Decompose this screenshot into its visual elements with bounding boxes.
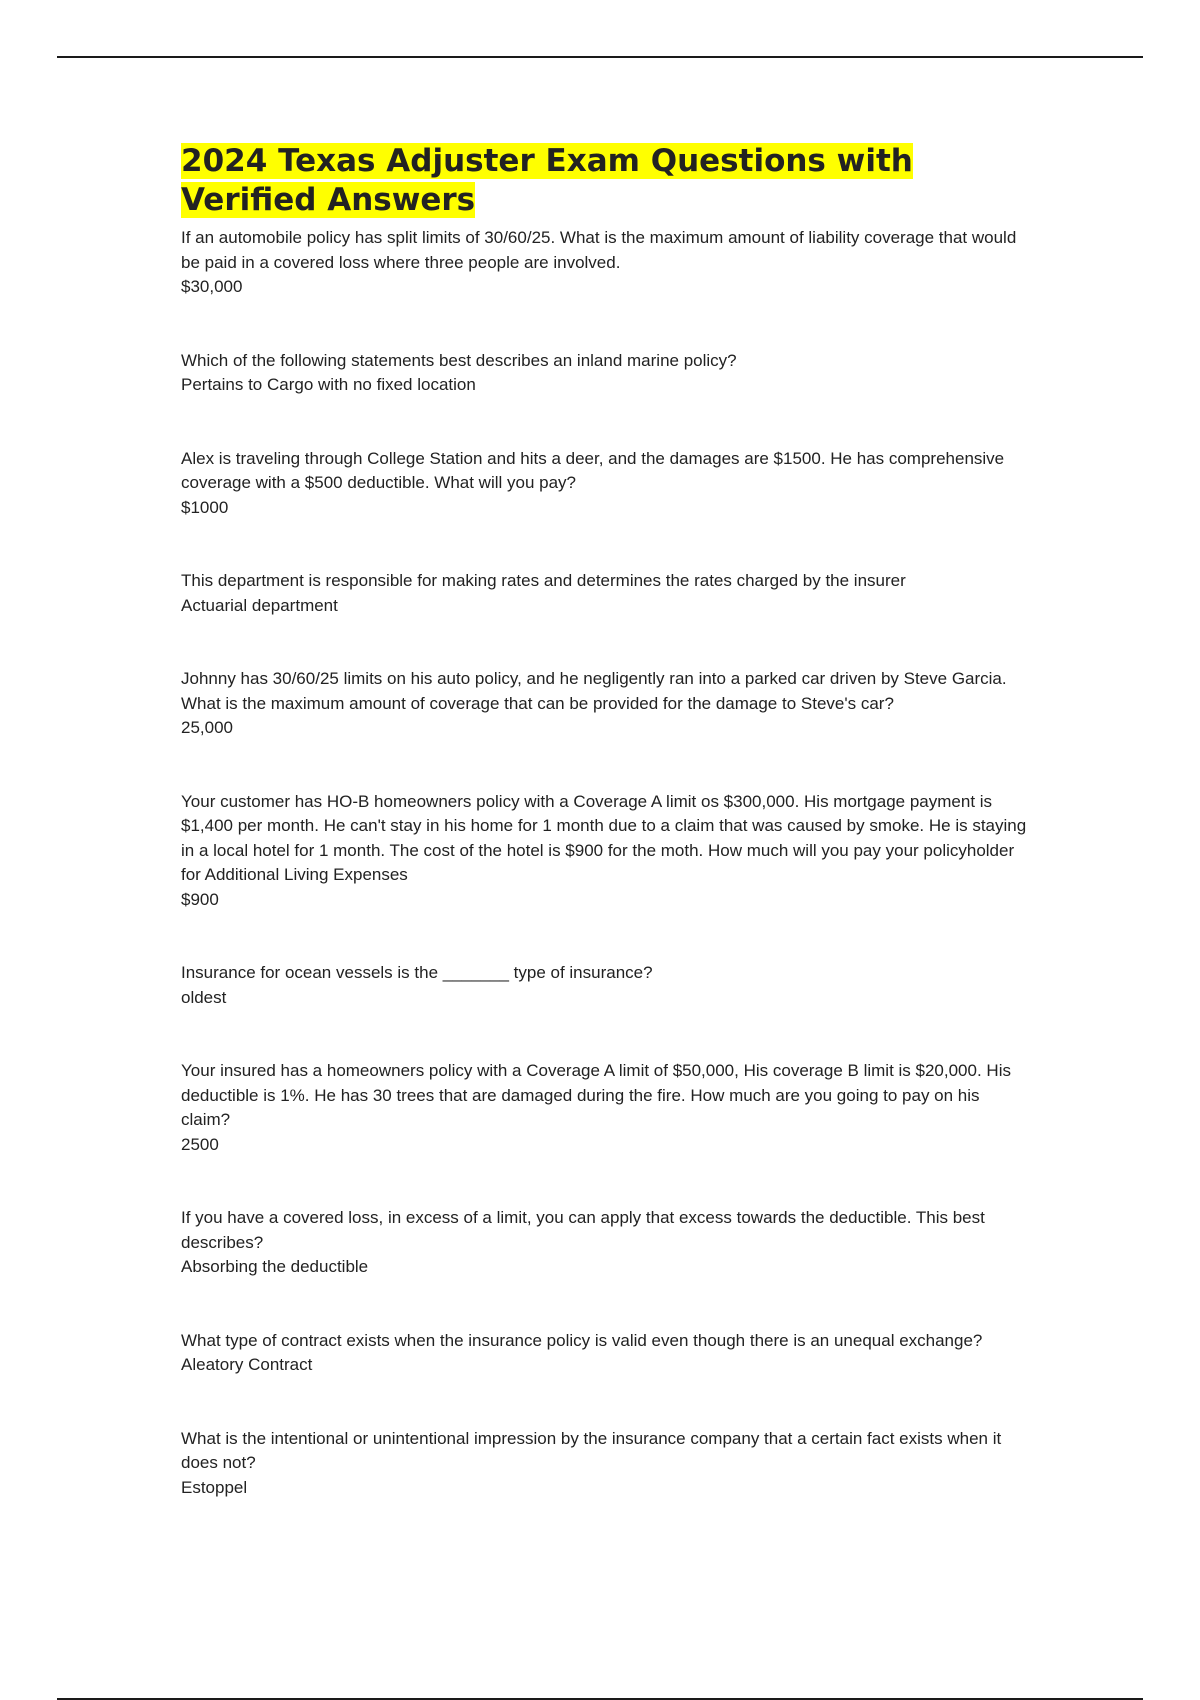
question-text: What type of contract exists when the insurance policy is valid even though there is an unequal exchange? [181,1330,983,1350]
qa-item [181,1059,1031,1157]
qa-item [181,961,1031,1010]
answer-text: 2500 [181,1134,219,1154]
document-body [181,142,1031,1500]
answer-text: Pertains to Cargo with no fixed location [181,375,476,394]
qa-item [181,447,1031,521]
top-rule [57,56,1143,58]
question-text: Your insured has a homeowners policy with a Coverage A limit of $50,000, His coverage B limit is $20,000. His deductible is 1%. He has 30 trees that are damaged during the fire. How much are you going to pay on his claim? [181,1061,1011,1129]
question-text: Johnny has 30/60/25 limits on his auto policy, and he negligently ran into a parked car driven by Steve Garcia. What is the maximum amount of coverage that can be provided for the damage to Steve's car? [181,669,1007,713]
answer-text: Aleatory Contract [181,1355,313,1374]
question-text: Alex is traveling through College Station and hits a deer, and the damages are $1500. He has comprehensive coverage with a $500 deductible. What will you pay? [181,448,1005,492]
answer-text: 25,000 [181,718,233,737]
question-text: If an automobile policy has split limits of 30/60/25. What is the maximum amount of liability coverage that would be paid in a covered loss where three people are involved. [181,228,1017,272]
qa-item [181,667,1031,741]
qa-item [181,569,1031,618]
question-text: Insurance for ocean vessels is the _______ type of insurance? [181,963,653,982]
document-title [181,142,1031,220]
qa-item [181,1427,1031,1501]
qa-item [181,226,1031,300]
question-text: Your customer has HO-B homeowners policy with a Coverage A limit os $300,000. His mortgage payment is $1,400 per month. He can't stay in his home for 1 month due to a claim that was caused by smoke. He is staying in a local hotel for 1 month. The cost of the hotel is $900 for the moth. How much will you pay your policyholder for Additional Living Expenses [181,791,1027,884]
question-text: If you have a covered loss, in excess of a limit, you can apply that excess towards the deductible. This best describes? [181,1208,985,1252]
question-text: This department is responsible for making rates and determines the rates charged by the insurer [181,571,906,590]
answer-text: Estoppel [181,1477,248,1497]
answer-text: $30,000 [181,277,243,296]
qa-item [181,1206,1031,1280]
qa-item [181,349,1031,398]
question-text: Which of the following statements best describes an inland marine policy? [181,350,737,370]
title-highlight: 2024 Texas Adjuster Exam Questions with Verified Answers [181,143,913,218]
answer-text: $900 [181,889,219,909]
answer-text: oldest [181,987,227,1007]
answer-text: Actuarial department [181,595,338,615]
answer-text: Absorbing the deductible [181,1257,369,1276]
qa-item [181,790,1031,913]
answer-text: $1000 [181,497,229,517]
question-text: What is the intentional or unintentional impression by the insurance company that a certain fact exists when it does not? [181,1428,1002,1472]
qa-item [181,1329,1031,1378]
